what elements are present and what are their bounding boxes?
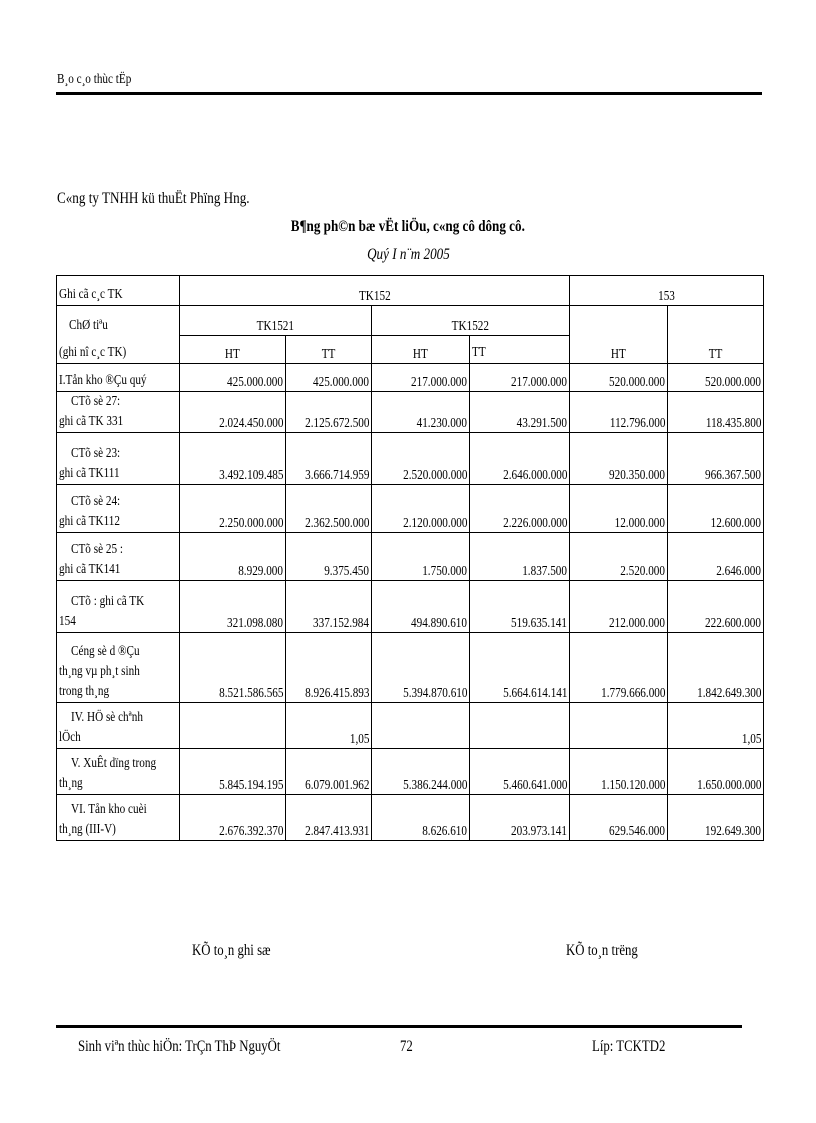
col-header-ghi-co: Ghi cã c¸c TK	[57, 276, 180, 306]
table-cell: 1,05	[286, 703, 372, 749]
header-rule	[56, 92, 762, 95]
row-label: IV. HÖ sè chªnh lÖch	[57, 703, 180, 749]
table-cell: 8.521.586.565	[180, 633, 286, 703]
row-label: CTõ sè 25 : ghi cã TK141	[57, 533, 180, 581]
table-cell: 2.676.392.370	[180, 795, 286, 841]
table-row	[57, 703, 764, 749]
col-header-tk1521: TK1521	[180, 306, 372, 336]
table-cell: 217.000.000	[372, 364, 470, 392]
table-cell: 920.350.000	[570, 433, 668, 485]
table-cell: 2.125.672.500	[286, 392, 372, 433]
table-cell: 41.230.000	[372, 392, 470, 433]
page-header: B¸o c¸o thùc tËp	[57, 72, 132, 87]
row-label: Céng sè d ®Çu th¸ng vµ ph¸t sinh trong th¸ng	[57, 633, 180, 703]
table-cell: 12.600.000	[668, 485, 764, 533]
table-cell: 8.626.610	[372, 795, 470, 841]
row-label: CTõ sè 24: ghi cã TK112	[57, 485, 180, 533]
table-cell	[372, 703, 470, 749]
table-cell: 9.375.450	[286, 533, 372, 581]
table-cell: 5.845.194.195	[180, 749, 286, 795]
table-cell: 8.929.000	[180, 533, 286, 581]
table-cell	[570, 703, 668, 749]
col-header-ghi-no: (ghi nî c¸c TK)	[57, 336, 180, 364]
table-cell: 217.000.000	[470, 364, 570, 392]
col-header-tk152: TK152	[180, 276, 570, 306]
row-label: V. XuÊt dïng trong th¸ng	[57, 749, 180, 795]
document-title-text: B¶ng ph©n bæ vËt liÖu, c«ng cô dông cô.	[290, 218, 526, 235]
col-header-153-tt: TT	[668, 306, 764, 364]
table-cell: 222.600.000	[668, 581, 764, 633]
document-subtitle	[0, 246, 816, 264]
table-row	[57, 485, 764, 533]
allocation-table	[56, 275, 764, 841]
table-cell: 1.150.120.000	[570, 749, 668, 795]
table-row	[57, 795, 764, 841]
table-cell: 212.000.000	[570, 581, 668, 633]
col-header-153: 153	[570, 276, 764, 306]
row-label: I.Tån kho ®Çu quý	[57, 364, 180, 392]
table-cell: 494.890.610	[372, 581, 470, 633]
table-cell	[180, 703, 286, 749]
col-header-chi-tieu: ChØ tiªu	[57, 306, 180, 336]
col-header-tk1522: TK1522	[372, 306, 570, 336]
table-cell: 3.666.714.959	[286, 433, 372, 485]
company-name: C«ng ty TNHH kü thuËt Phïng Hng.	[57, 190, 250, 207]
table-cell: 2.646.000	[668, 533, 764, 581]
table-cell: 2.024.450.000	[180, 392, 286, 433]
table-cell: 5.460.641.000	[470, 749, 570, 795]
col-header-1522-tt: TT	[470, 336, 570, 364]
table-row	[57, 749, 764, 795]
footer-class: Líp: TCKTD2	[592, 1038, 666, 1055]
table-row	[57, 364, 764, 392]
table-cell: 966.367.500	[668, 433, 764, 485]
document-subtitle-text: Quý I n¨m 2005	[366, 246, 450, 263]
row-label: CTõ : ghi cã TK 154	[57, 581, 180, 633]
table-cell: 1.750.000	[372, 533, 470, 581]
table-cell: 321.098.080	[180, 581, 286, 633]
table-row	[57, 533, 764, 581]
table-cell: 2.520.000.000	[372, 433, 470, 485]
table-cell: 43.291.500	[470, 392, 570, 433]
table-cell: 629.546.000	[570, 795, 668, 841]
table-cell: 5.664.614.141	[470, 633, 570, 703]
table-cell: 2.250.000.000	[180, 485, 286, 533]
col-header-1521-tt: TT	[286, 336, 372, 364]
table-cell: 1.779.666.000	[570, 633, 668, 703]
document-title	[0, 218, 816, 236]
table-cell: 2.520.000	[570, 533, 668, 581]
table-cell: 203.973.141	[470, 795, 570, 841]
table-cell: 8.926.415.893	[286, 633, 372, 703]
table-cell: 2.226.000.000	[470, 485, 570, 533]
table-cell: 520.000.000	[668, 364, 764, 392]
table-cell: 425.000.000	[286, 364, 372, 392]
signature-accountant: KÕ to¸n ghi sæ	[192, 942, 271, 959]
table-cell: 12.000.000	[570, 485, 668, 533]
table-cell: 192.649.300	[668, 795, 764, 841]
table-cell: 2.120.000.000	[372, 485, 470, 533]
table-cell: 1.842.649.300	[668, 633, 764, 703]
table-cell: 5.386.244.000	[372, 749, 470, 795]
footer-rule	[56, 1025, 742, 1028]
table-cell: 5.394.870.610	[372, 633, 470, 703]
table-cell: 1.650.000.000	[668, 749, 764, 795]
table-cell: 520.000.000	[570, 364, 668, 392]
table-cell: 2.646.000.000	[470, 433, 570, 485]
footer-page-number: 72	[400, 1038, 413, 1055]
table-cell: 2.847.413.931	[286, 795, 372, 841]
table-row	[57, 392, 764, 433]
table-cell: 1,05	[668, 703, 764, 749]
table-cell: 118.435.800	[668, 392, 764, 433]
row-label: CTõ sè 27: ghi cã TK 331	[57, 392, 180, 433]
table-row	[57, 433, 764, 485]
signature-chief-accountant: KÕ to¸n trëng	[566, 942, 638, 959]
table-cell: 3.492.109.485	[180, 433, 286, 485]
row-label: VI. Tån kho cuèi th¸ng (III-V)	[57, 795, 180, 841]
table-cell: 425.000.000	[180, 364, 286, 392]
table-cell: 6.079.001.962	[286, 749, 372, 795]
table-cell: 1.837.500	[470, 533, 570, 581]
row-label: CTõ sè 23: ghi cã TK111	[57, 433, 180, 485]
table-row	[57, 581, 764, 633]
table-cell	[470, 703, 570, 749]
footer-student: Sinh viªn thùc hiÖn: TrÇn ThÞ NguyÖt	[78, 1038, 281, 1055]
table-cell: 112.796.000	[570, 392, 668, 433]
col-header-1522-ht: HT	[372, 336, 470, 364]
col-header-1521-ht: HT	[180, 336, 286, 364]
table-row	[57, 633, 764, 703]
table-cell: 337.152.984	[286, 581, 372, 633]
col-header-153-ht: HT	[570, 306, 668, 364]
table-cell: 519.635.141	[470, 581, 570, 633]
table-cell: 2.362.500.000	[286, 485, 372, 533]
